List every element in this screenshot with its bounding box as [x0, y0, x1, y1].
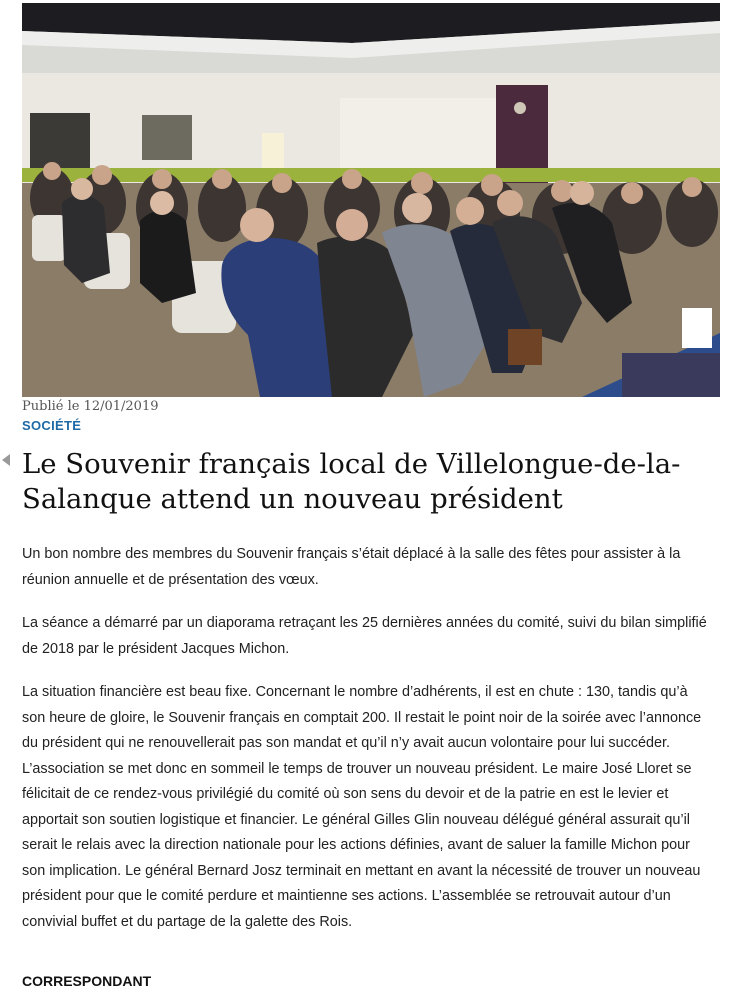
article-paragraph: La séance a démarré par un diaporama retraçant les 25 dernières années du comité, suivi du bilan simplifié de 2018 par le président Jacques Michon. [22, 615, 707, 657]
article-body [22, 542, 712, 953]
caret-left-icon [2, 454, 10, 466]
audience-photo-illustration [22, 3, 720, 397]
article-photo [22, 3, 720, 397]
article-author: CORRESPONDANT [22, 973, 152, 989]
article-paragraph: La situation financière est beau fixe. Concernant le nombre d’adhérents, il est en chute : 130, tandis qu’à son heure de gloire, le Souvenir français en comptait 200. Il restait le point noir de la soirée avec l’annonce du président qui ne renouvellerait pas son mandat et qu’il n’y avait aucun volontaire pour lui succéder. L’association se met donc en sommeil le temps de trouver un nouveau président. Le maire José Lloret se félicitait de ce rendez-vous privilégié du comité où son sens du devoir et de la patrie en est le levier et apportait son soutien logistique et financier. Le général Gilles Glin nouveau délégué général assurait qu’il serait le relais avec la direction nationale pour les actions définies, avant de saluer la famille Michon pour son implication. Le général Bernard Josz terminait en mettant en avant la nécessité de trouver un nouveau président pour que le comité perdure et maintienne ses actions. L’assemblée se retrouvait autour d’un convivial buffet et du partage de la galette des Rois. [22, 684, 702, 930]
category-link[interactable]: SOCIÉTÉ [22, 418, 82, 433]
article-title: Le Souvenir français local de Villelongue-de-la-Salanque attend un nouveau président [22, 448, 681, 515]
article-paragraph: Un bon nombre des membres du Souvenir français s’était déplacé à la salle des fêtes pour assister à la réunion annuelle et de présentation des vœux. [22, 546, 681, 588]
publication-date: Publié le 12/01/2019 [22, 399, 159, 414]
